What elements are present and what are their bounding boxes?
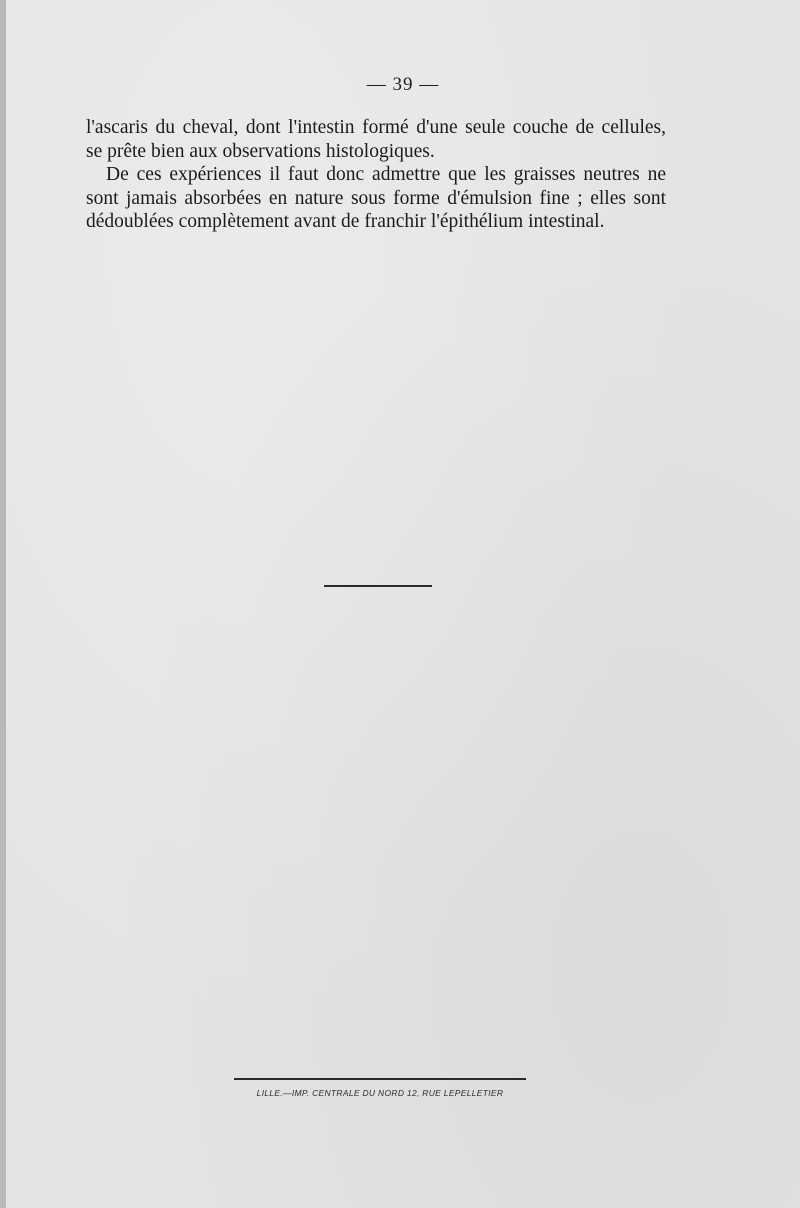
text-line: dédoublées complètement avant de franchir l'épithélium intestinal. bbox=[86, 211, 605, 232]
body-text bbox=[86, 116, 666, 234]
document-page bbox=[6, 0, 800, 1208]
text-line: l'ascaris du cheval, dont l'intestin formé d'une seule couche de cellules, bbox=[86, 117, 666, 138]
text-line: De ces expériences il faut donc admettre que les graisses neutres ne bbox=[106, 164, 666, 185]
printer-imprint: LILLE.—IMP. CENTRALE DU NORD 12, RUE LEPELLETIER bbox=[256, 1088, 504, 1098]
text-line: se prête bien aux observations histologiques. bbox=[86, 140, 435, 162]
text-line: sont jamais absorbées en nature sous forme d'émulsion fine ; elles sont bbox=[86, 187, 666, 209]
section-end-rule bbox=[324, 585, 432, 587]
page-number: — 39 — bbox=[366, 74, 440, 95]
footer-rule bbox=[234, 1078, 526, 1080]
